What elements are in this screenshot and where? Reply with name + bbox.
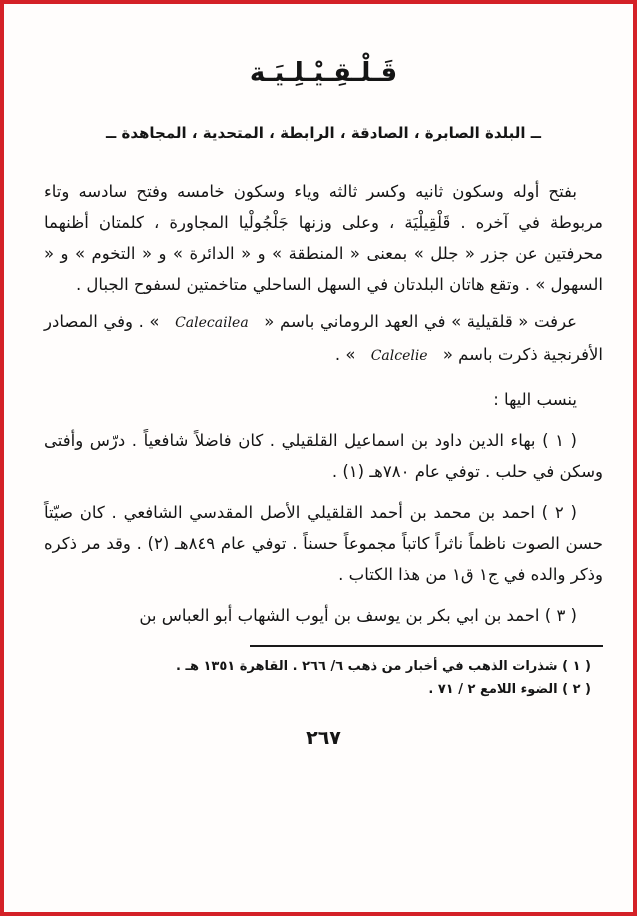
footnotes-block — [44, 655, 603, 701]
history-paragraph — [44, 306, 603, 372]
history-text-after-names: » . — [334, 345, 356, 364]
biography-entry-3: ( ٣ ) احمد بن ابي بكر بن يوسف بن أيوب الشهاب أبو العباس بن — [139, 606, 577, 625]
biography-entry-1: ( ١ ) بهاء الدين داود بن اسماعيل القلقيلي . كان فاضلاً شافعياً . درّس وأفتى وسكن في حلب . توفي عام ٧٨٠هـ (١) . — [44, 431, 603, 481]
frankish-sources-latin-name: Calcelie — [370, 348, 428, 364]
page-subtitle: ــ البلدة الصابرة ، الصادقة ، الرابطة ، المتحدية ، المجاهدة ــ — [105, 124, 542, 142]
attribution-heading: ينسب اليها : — [493, 390, 577, 409]
footnote-2: ( ٢ ) الضوء اللامع ٢ / ٧١ . — [428, 682, 591, 697]
page-number: ٢٦٧ — [306, 727, 341, 749]
page-content — [4, 58, 633, 749]
etymology-paragraph: بفتح أوله وسكون ثانيه وكسر ثالثه وياء وسكون خامسه وفتح سادسه وتاء مربوطة في آخره . قَلْقِيلْيَة ، وعلى وزنها جَلْجُولْيا المجاورة ، كلمتان أظنهما محرفتين عن جزر « جلل » بمعنى « المنطقة » و « الدائرة » و « التخوم » و « السهول » . وتقع هاتان البلدتان في السهل الساحلي متاخمتين لسفوح الجبال . — [44, 182, 603, 294]
history-text-before-roman-name: عرفت « قلقيلية » في العهد الروماني باسم « — [264, 312, 578, 331]
history-text-between-names: » . وفي المصادر الأفرنجية ذكرت باسم « — [44, 312, 603, 364]
biography-entry-2: ( ٢ ) احمد بن محمد بن أحمد القلقيلي الأصل المقدسي الشافعي . كان صيّتاً حسن الصوت ناظماً ناثراً كاتباً مجموعاً حسناً . توفي عام ٨٤٩هـ (٢) . وقد مر ذكره وذكر والده في ج١ ق١ من هذا الكتاب . — [44, 503, 604, 584]
roman-era-latin-name: Calecailea — [175, 315, 249, 331]
footnote-1: ( ١ ) شذرات الذهب في أخبار من ذهب ٦/ ٢٦٦ . القاهرة ١٣٥١ هـ . — [176, 659, 591, 674]
page-title: قَـلْـقِـيْـلِـيَـة — [249, 58, 398, 88]
footnote-separator-rule — [250, 645, 603, 647]
